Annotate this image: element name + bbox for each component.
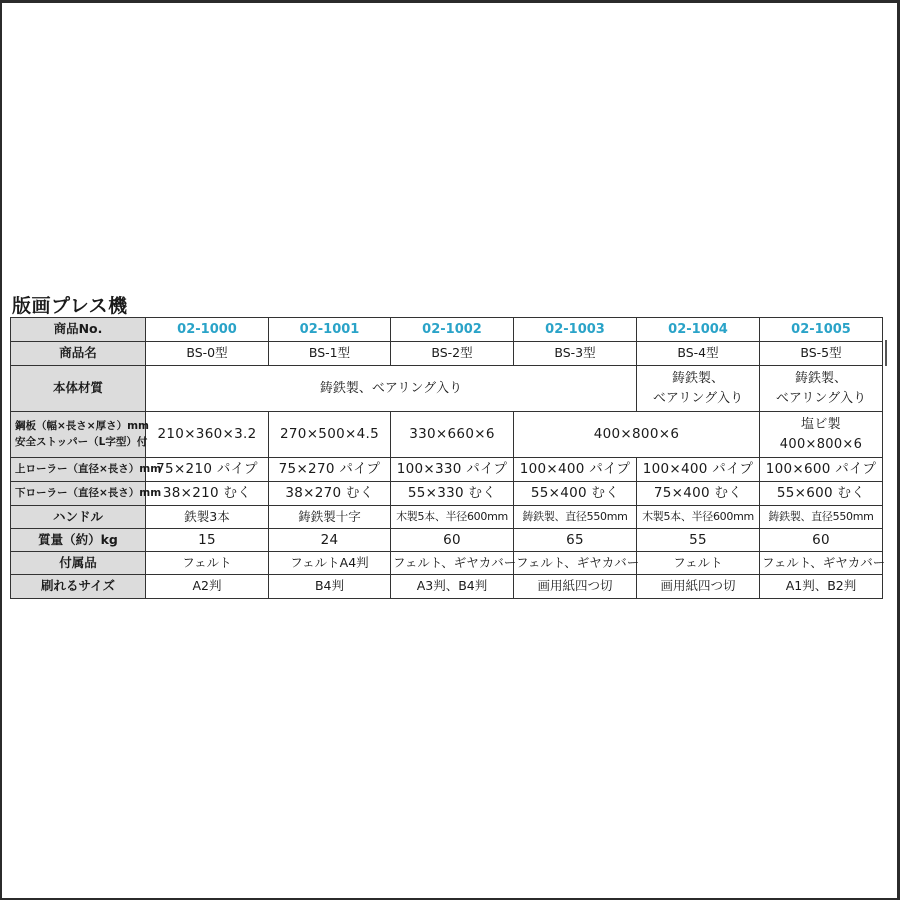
steel-plate-cell	[760, 412, 883, 458]
row-product-no	[11, 318, 883, 342]
label-accessories: 付属品	[11, 552, 146, 575]
accessories-cell: フェルト	[637, 552, 760, 575]
body-material-cell	[637, 366, 760, 412]
product-name-cell: BS-4型	[637, 342, 760, 366]
accessories-cell: フェルト	[146, 552, 269, 575]
label-lower-roller: 下ローラー（直径×長さ）mm	[11, 482, 146, 506]
product-name-cell: BS-2型	[391, 342, 514, 366]
steel-plate-line: 塩ビ製	[801, 417, 841, 432]
weight-cell: 55	[637, 529, 760, 552]
accessories-cell: フェルトA4判	[269, 552, 391, 575]
edge-marker	[885, 340, 887, 366]
product-no-cell: 02-1002	[391, 318, 514, 342]
label-weight: 質量（約）kg	[11, 529, 146, 552]
handle-cell: 鋳鉄製十字	[269, 506, 391, 529]
product-no-cell: 02-1001	[269, 318, 391, 342]
row-upper-roller	[11, 458, 883, 482]
frame-left-border	[0, 0, 2, 900]
print-size-cell: A3判、B4判	[391, 575, 514, 599]
product-name-cell: BS-1型	[269, 342, 391, 366]
accessories-cell: フェルト、ギヤカバー	[514, 552, 637, 575]
steel-plate-line: 400×800×6	[779, 436, 863, 452]
upper-roller-cell: 100×400 パイプ	[514, 458, 637, 482]
label-handle: ハンドル	[11, 506, 146, 529]
row-weight	[11, 529, 883, 552]
weight-cell: 60	[760, 529, 883, 552]
body-material-merged-cell: 鋳鉄製、ベアリング入り	[146, 366, 637, 412]
label-steel-plate-line2: 安全ストッパー（L字型）付	[15, 435, 148, 448]
product-no-cell: 02-1004	[637, 318, 760, 342]
upper-roller-cell: 75×210 パイプ	[146, 458, 269, 482]
upper-roller-cell: 100×330 パイプ	[391, 458, 514, 482]
row-product-name	[11, 342, 883, 366]
steel-plate-cell: 330×660×6	[391, 412, 514, 458]
print-size-cell: B4判	[269, 575, 391, 599]
weight-cell: 15	[146, 529, 269, 552]
lower-roller-cell: 55×600 むく	[760, 482, 883, 506]
steel-plate-merged-cell: 400×800×6	[514, 412, 760, 458]
product-no-cell: 02-1000	[146, 318, 269, 342]
label-product-name: 商品名	[11, 342, 146, 366]
row-accessories	[11, 552, 883, 575]
weight-cell: 60	[391, 529, 514, 552]
print-size-cell: A2判	[146, 575, 269, 599]
row-lower-roller	[11, 482, 883, 506]
row-handle	[11, 506, 883, 529]
label-body-material: 本体材質	[11, 366, 146, 412]
body-material-line: ベアリング入り	[775, 390, 867, 406]
handle-cell: 木製5本、半径600mm	[637, 506, 760, 529]
row-steel-plate	[11, 412, 883, 458]
product-name-cell: BS-0型	[146, 342, 269, 366]
frame-top-border	[0, 0, 900, 3]
label-upper-roller: 上ローラー（直径×長さ）mm	[11, 458, 146, 482]
product-no-cell: 02-1005	[760, 318, 883, 342]
handle-cell: 鉄製3本	[146, 506, 269, 529]
label-print-size: 刷れるサイズ	[11, 575, 146, 599]
body-material-line: 鋳鉄製、	[794, 371, 847, 386]
print-size-cell: A1判、B2判	[760, 575, 883, 599]
steel-plate-cell: 210×360×3.2	[146, 412, 269, 458]
spec-table	[10, 317, 886, 599]
product-no-cell: 02-1003	[514, 318, 637, 342]
body-material-cell	[760, 366, 883, 412]
lower-roller-cell: 55×400 むく	[514, 482, 637, 506]
upper-roller-cell: 100×400 パイプ	[637, 458, 760, 482]
steel-plate-cell: 270×500×4.5	[269, 412, 391, 458]
body-material-line: 鋳鉄製、	[671, 371, 724, 386]
handle-cell: 鋳鉄製、直径550mm	[760, 506, 883, 529]
handle-cell: 木製5本、半径600mm	[391, 506, 514, 529]
lower-roller-cell: 38×270 むく	[269, 482, 391, 506]
row-body-material	[11, 366, 883, 412]
weight-cell: 65	[514, 529, 637, 552]
accessories-cell: フェルト、ギヤカバー	[760, 552, 883, 575]
label-steel-plate-line1: 鋼板（幅×長さ×厚さ）mm	[15, 420, 149, 433]
lower-roller-cell: 75×400 むく	[637, 482, 760, 506]
lower-roller-cell: 55×330 むく	[391, 482, 514, 506]
accessories-cell: フェルト、ギヤカバー	[391, 552, 514, 575]
weight-cell: 24	[269, 529, 391, 552]
page-title: 版画プレス機	[12, 295, 128, 317]
upper-roller-cell: 100×600 パイプ	[760, 458, 883, 482]
product-name-cell: BS-3型	[514, 342, 637, 366]
label-product-no: 商品No.	[11, 318, 146, 342]
lower-roller-cell: 38×210 むく	[146, 482, 269, 506]
row-print-size	[11, 575, 883, 599]
label-steel-plate	[11, 412, 149, 458]
product-name-cell: BS-5型	[760, 342, 883, 366]
upper-roller-cell: 75×270 パイプ	[269, 458, 391, 482]
body-material-line: ベアリング入り	[652, 390, 744, 406]
print-size-cell: 画用紙四つ切	[637, 575, 760, 599]
handle-cell: 鋳鉄製、直径550mm	[514, 506, 637, 529]
print-size-cell: 画用紙四つ切	[514, 575, 637, 599]
